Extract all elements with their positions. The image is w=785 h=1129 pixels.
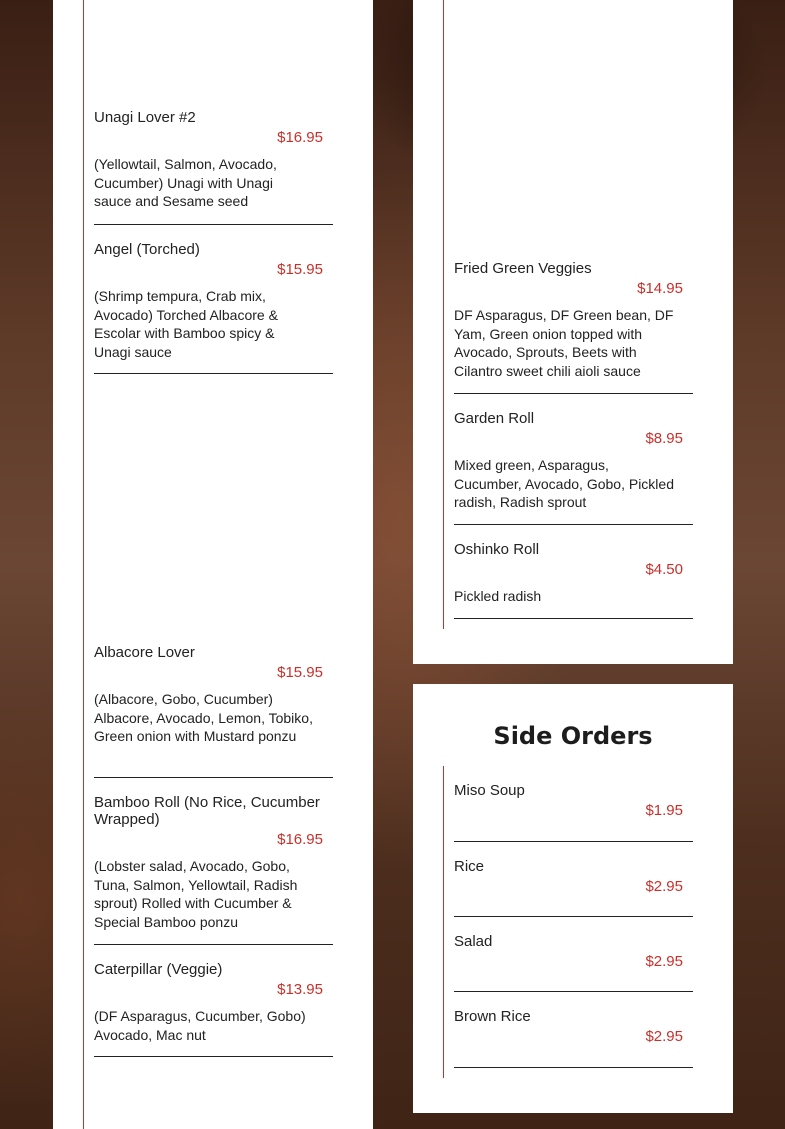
side-order-item[interactable]	[454, 933, 693, 970]
item-name: Bamboo Roll (No Rice, Cucumber Wrapped)	[94, 794, 320, 828]
item-divider	[94, 944, 333, 945]
item-description: (Yellowtail, Salmon, Avocado, Cucumber) Unagi with Unagi sauce and Sesame seed	[94, 156, 277, 209]
menu-item[interactable]	[94, 794, 333, 931]
item-name: Brown Rice	[454, 1008, 531, 1025]
item-divider	[454, 991, 693, 992]
item-description: (DF Asparagus, Cucumber, Gobo) Avocado, Mac nut	[94, 1008, 306, 1043]
accent-rule	[83, 0, 84, 1129]
item-name: Salad	[454, 933, 493, 950]
item-price: $15.95	[277, 664, 323, 681]
item-price: $16.95	[277, 129, 323, 146]
menu-item[interactable]	[94, 961, 333, 1044]
item-price: $4.50	[645, 561, 683, 578]
menu-item[interactable]	[94, 241, 333, 361]
item-description: DF Asparagus, DF Green bean, DF Yam, Green onion topped with Avocado, Sprouts, Beets with Cilantro sweet chili aioli sauce	[454, 307, 674, 379]
item-divider	[454, 393, 693, 394]
item-divider	[454, 1067, 693, 1068]
item-price: $1.95	[645, 802, 683, 819]
accent-rule	[443, 0, 444, 629]
item-name: Fried Green Veggies	[454, 260, 592, 277]
item-price: $2.95	[645, 953, 683, 970]
item-divider	[454, 524, 693, 525]
item-divider	[94, 373, 333, 374]
menu-panel-left	[53, 0, 373, 1129]
item-description: (Albacore, Gobo, Cucumber) Albacore, Avocado, Lemon, Tobiko, Green onion with Mustard ponzu	[94, 691, 313, 744]
item-price: $16.95	[277, 831, 323, 848]
item-name: Unagi Lover #2	[94, 109, 196, 126]
item-description: (Lobster salad, Avocado, Gobo, Tuna, Salmon, Yellowtail, Radish sprout) Rolled with Cucumber & Special Bamboo ponzu	[94, 858, 298, 930]
item-divider	[94, 1056, 333, 1057]
section-title: Side Orders	[493, 722, 653, 750]
item-name: Angel (Torched)	[94, 241, 200, 258]
menu-item[interactable]	[454, 541, 693, 606]
item-name: Albacore Lover	[94, 644, 195, 661]
item-name: Miso Soup	[454, 782, 525, 799]
item-name: Garden Roll	[454, 410, 535, 427]
menu-item[interactable]	[454, 260, 693, 380]
side-order-item[interactable]	[454, 782, 693, 819]
item-divider	[94, 777, 333, 778]
menu-item[interactable]	[454, 410, 693, 512]
item-name: Caterpillar (Veggie)	[94, 961, 223, 978]
item-price: $14.95	[637, 280, 683, 297]
item-divider	[94, 224, 333, 225]
item-description: Mixed green, Asparagus, Cucumber, Avocado, Gobo, Pickled radish, Radish sprout	[454, 457, 674, 510]
menu-panel-right	[413, 0, 733, 664]
item-price: $13.95	[277, 981, 323, 998]
item-price: $15.95	[277, 261, 323, 278]
item-divider	[454, 841, 693, 842]
side-order-item[interactable]	[454, 858, 693, 895]
accent-rule	[443, 766, 444, 1078]
menu-item[interactable]	[94, 109, 333, 211]
menu-item[interactable]	[94, 644, 333, 746]
item-name: Oshinko Roll	[454, 541, 540, 558]
item-price: $2.95	[645, 878, 683, 895]
item-divider	[454, 618, 693, 619]
item-price: $2.95	[645, 1028, 683, 1045]
item-divider	[454, 916, 693, 917]
item-name: Rice	[454, 858, 485, 875]
item-description: (Shrimp tempura, Crab mix, Avocado) Torched Albacore & Escolar with Bamboo spicy & Unagi sauce	[94, 288, 278, 360]
item-price: $8.95	[645, 430, 683, 447]
side-orders-panel	[413, 684, 733, 1113]
side-order-item[interactable]	[454, 1008, 693, 1045]
item-description: Pickled radish	[454, 588, 542, 604]
